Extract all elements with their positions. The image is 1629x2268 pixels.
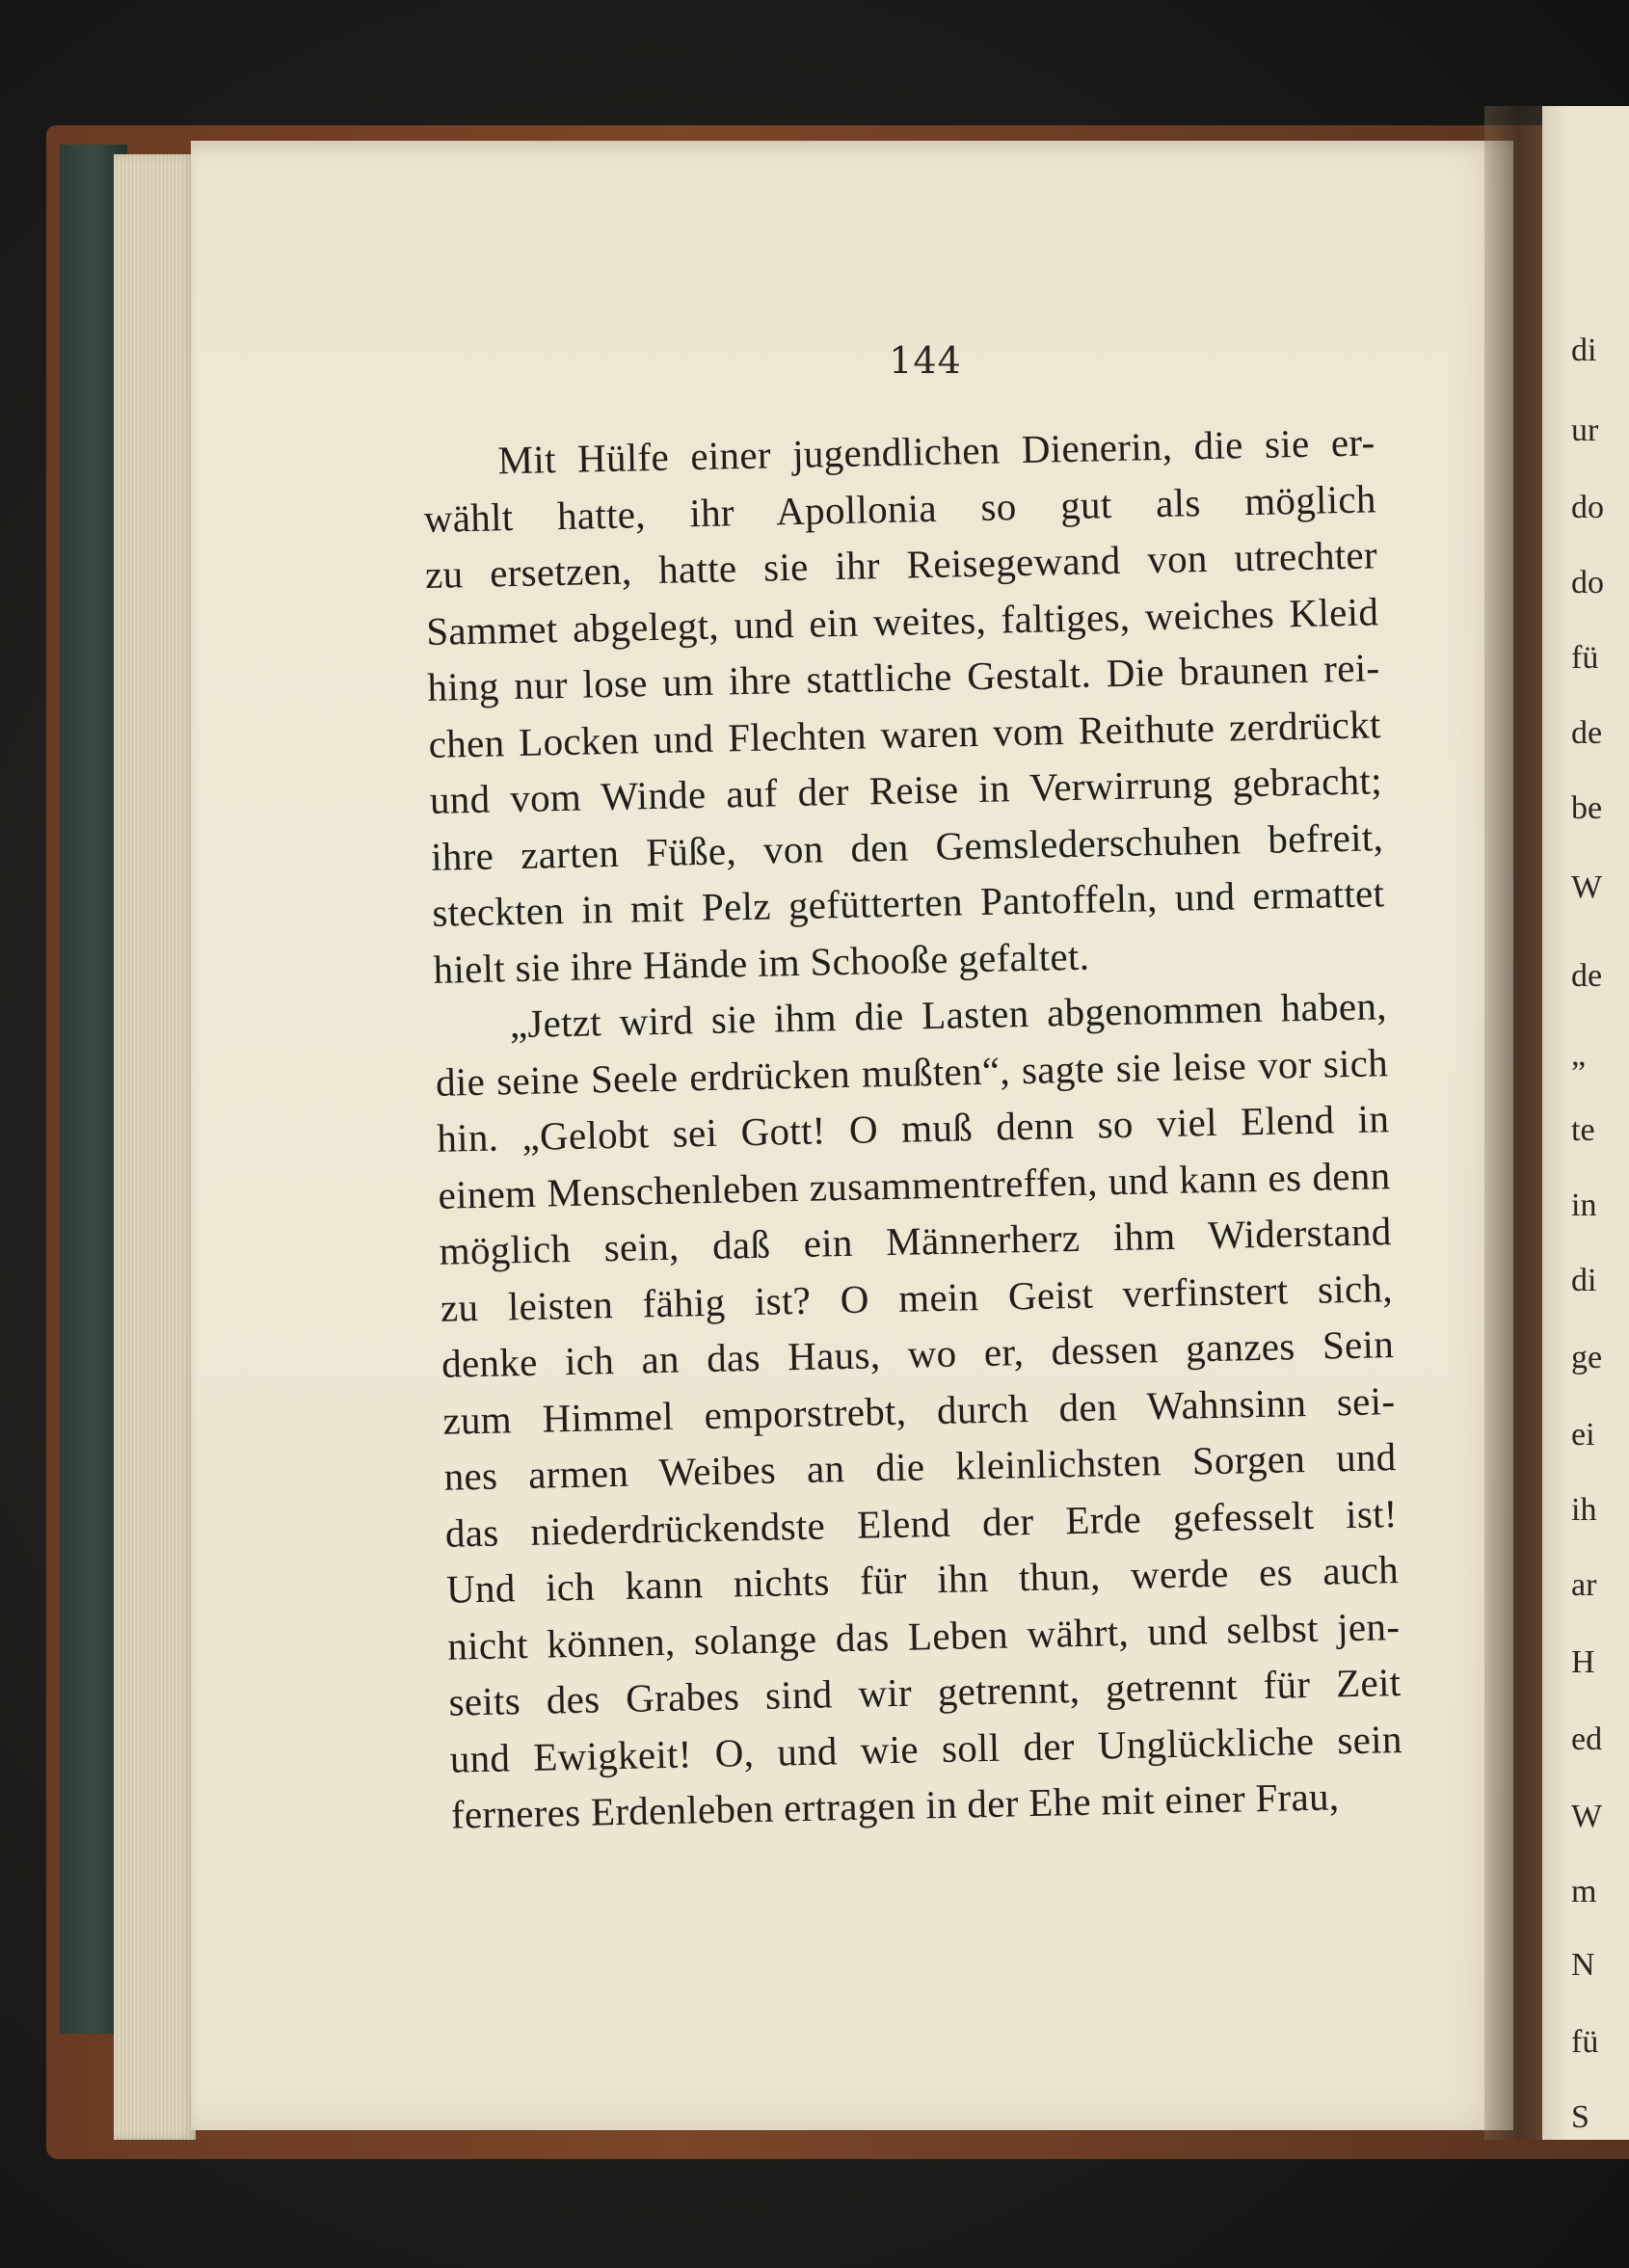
facing-page-fragment: ei bbox=[1571, 1417, 1595, 1453]
page-text bbox=[422, 414, 1403, 1843]
text-line: nicht können, solange das Leben währt, und selbst jen- bbox=[446, 1603, 1401, 1668]
page-edges bbox=[114, 154, 196, 2140]
facing-page-fragment: do bbox=[1571, 490, 1604, 525]
text-line: wählt hatte, ihr Apollonia so gut als möglich bbox=[423, 475, 1377, 541]
text-line: „Jetzt wird sie ihm die Lasten abgenommen haben, bbox=[509, 983, 1388, 1047]
text-line: hielt sie ihre Hände im Schooße gefaltet. bbox=[433, 933, 1090, 992]
text-line: das niederdrückendste Elend der Erde gefesselt ist! bbox=[444, 1490, 1399, 1556]
text-line: hin. „Gelobt sei Gott! O muß denn so viel Elend in bbox=[436, 1096, 1390, 1161]
text-line: ihre zarten Füße, von den Gemslederschuhen befreit, bbox=[430, 814, 1384, 879]
facing-page-fragment: di bbox=[1571, 333, 1597, 368]
text-line: hing nur lose um ihre stattliche Gestalt. Die braunen rei- bbox=[427, 645, 1380, 709]
text-line: einem Menschenleben zusammentreffen, und kann es denn bbox=[438, 1152, 1391, 1217]
text-line: zu ersetzen, hatte sie ihr Reisegewand von utrechter bbox=[424, 532, 1378, 597]
text-line: Und ich kann nichts für ihn thun, werde es auch bbox=[445, 1547, 1400, 1612]
text-line: zum Himmel emporstrebt, durch den Wahnsinn sei- bbox=[441, 1377, 1396, 1443]
text-line: steckten in mit Pelz gefütterten Pantoffeln, und ermattet bbox=[431, 870, 1385, 935]
page-number: 144 bbox=[889, 339, 962, 382]
facing-page-fragment: N bbox=[1571, 1947, 1595, 1983]
text-line: nes armen Weibes an die kleinlichsten Sorgen und bbox=[443, 1434, 1397, 1499]
facing-page-fragment: fü bbox=[1571, 640, 1599, 676]
facing-page-fragment: m bbox=[1571, 1874, 1597, 1909]
facing-page-fragment: „ bbox=[1571, 1037, 1587, 1073]
facing-page-fragment: di bbox=[1571, 1263, 1597, 1298]
text-line: und vom Winde auf der Reise in Verwirrung gebracht; bbox=[429, 758, 1383, 822]
text-line: chen Locken und Flechten waren vom Reithute zerdrückt bbox=[428, 701, 1381, 766]
facing-page-fragment: H bbox=[1571, 1644, 1595, 1680]
facing-page-fragment: W bbox=[1571, 1799, 1603, 1834]
text-line: Mit Hülfe einer jugendlichen Dienerin, die sie er- bbox=[497, 419, 1375, 483]
text-line: die seine Seele erdrücken mußten“, sagte sie leise vor sich bbox=[435, 1039, 1389, 1105]
text-line: zu leisten fähig ist? O mein Geist verfinstert sich, bbox=[440, 1265, 1394, 1330]
facing-page-fragment: fü bbox=[1571, 2024, 1599, 2060]
facing-page-fragment: S bbox=[1571, 2099, 1589, 2135]
facing-page-fragment: do bbox=[1571, 565, 1604, 600]
facing-page bbox=[1542, 106, 1629, 2140]
facing-page-fragment: ih bbox=[1571, 1492, 1597, 1528]
text-line: und Ewigkeit! O, und wie soll der Unglückliche sein bbox=[449, 1716, 1403, 1781]
text-line: möglich sein, daß ein Männerherz ihm Widerstand bbox=[439, 1209, 1393, 1273]
facing-page-fragment: in bbox=[1571, 1187, 1597, 1223]
facing-page-fragment: de bbox=[1571, 715, 1603, 751]
facing-page-fragment: ur bbox=[1571, 413, 1599, 448]
facing-page-fragment: ar bbox=[1571, 1567, 1597, 1603]
facing-page-fragment: ge bbox=[1571, 1340, 1603, 1375]
text-line: Sammet abgelegt, und ein weites, faltiges, weiches Kleid bbox=[425, 588, 1379, 654]
facing-page-fragment: te bbox=[1571, 1112, 1595, 1148]
text-line: seits des Grabes sind wir getrennt, getrennt für Zeit bbox=[448, 1660, 1402, 1724]
facing-page-fragment: W bbox=[1571, 869, 1603, 905]
text-line: ferneres Erdenleben ertragen in der Ehe mit einer Frau, bbox=[450, 1774, 1340, 1837]
facing-page-fragment: de bbox=[1571, 958, 1603, 994]
text-line: denke ich an das Haus, wo er, dessen ganzes Sein bbox=[441, 1321, 1395, 1386]
facing-page-fragment: ed bbox=[1571, 1721, 1603, 1757]
facing-page-fragment: be bbox=[1571, 790, 1603, 826]
